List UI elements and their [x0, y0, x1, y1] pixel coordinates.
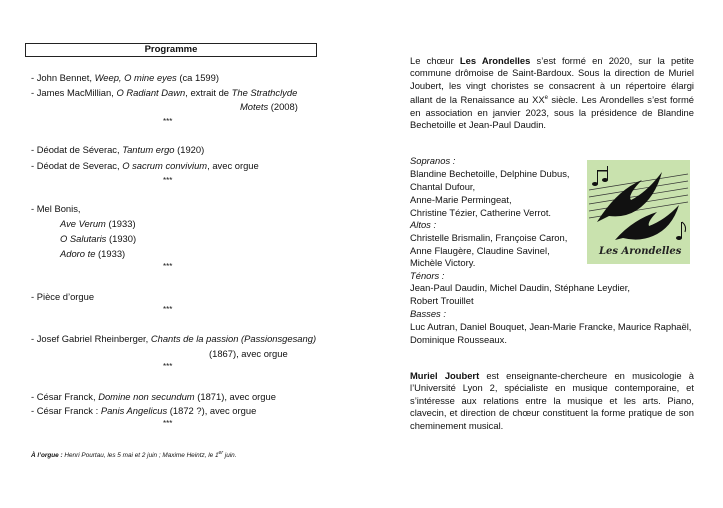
program-item-rheinberger [31, 333, 316, 345]
work-title: Adoro te [60, 248, 96, 259]
tenors-line: Robert Trouillet [410, 295, 474, 306]
composer: - César Franck : [31, 405, 101, 416]
work-date: (2008) [268, 101, 298, 112]
composer: - César Franck, [31, 391, 99, 402]
basses-line: Dominique Rousseaux. [410, 334, 507, 345]
work-note: (1867), avec orgue [209, 348, 288, 359]
basses-label: Basses : [410, 308, 446, 319]
work-title: The Strathclyde [231, 87, 298, 98]
work-date: (ca 1599) [176, 72, 219, 83]
work-date: (1920) [174, 144, 205, 155]
program-item-bonis-work [60, 233, 136, 245]
director-bio [410, 370, 694, 432]
separator-stars: *** [163, 176, 173, 185]
separator-stars: *** [163, 305, 173, 314]
director-name: Muriel Joubert [410, 370, 480, 381]
program-item-severac-2 [31, 160, 259, 172]
separator-stars: *** [163, 362, 173, 371]
programme-title [25, 43, 317, 57]
work-note: (1872 ?), avec orgue [167, 405, 257, 416]
composer: - Mel Bonis, [31, 203, 81, 214]
work-note: (1871), avec orgue [194, 391, 276, 402]
altos-line: Michèle Victory. [410, 257, 476, 268]
composer: - John Bennet, [31, 72, 95, 83]
program-item-macmillan [31, 87, 297, 99]
intro-text: Le chœur [410, 55, 460, 66]
program-item-bonis-work [60, 248, 125, 260]
program-item-bennet [31, 72, 219, 84]
sopranos-line: Christine Tézier, Catherine Verrot. [410, 207, 552, 218]
program-item-bonis-work [60, 218, 136, 230]
program-item-orgue [31, 291, 94, 303]
separator-stars: *** [163, 419, 173, 428]
work-title: Tantum ergo [122, 144, 175, 155]
composer: - Déodat de Séverac, [31, 144, 123, 155]
work-note: , extrait de [185, 87, 232, 98]
sopranos-line: Anne-Marie Permingeat, [410, 194, 512, 205]
work-title: O Salutaris [60, 233, 107, 244]
separator-stars: *** [163, 262, 173, 271]
work-title: Ave Verum [60, 218, 106, 229]
intro-text: siècle. Les Arondelles s’est formé en association en janvier 2023, sous la présidence de Blandine Bechetoille et Jean-Paul Daudin. [410, 94, 694, 131]
basses-line: Luc Autran, Daniel Bouquet, Jean-Marie Francke, Maurice Raphaël, [410, 321, 692, 332]
program-item-franck-2 [31, 405, 256, 417]
bio-text: est enseignante-chercheure en musicologie à l’Université Lyon 2, spécialiste en musique contemporaine, et s’intéresse aux relations entre la musique et les arts. Piano, clavecin, et direction de chœur constituent la forme pratique de son cheminement musical. [410, 370, 694, 431]
program-item-bonis [31, 203, 81, 215]
logo-text: Les Arondelles [599, 246, 682, 257]
program-item-severac-1 [31, 144, 204, 156]
choir-logo [587, 160, 690, 264]
work-date: (1930) [106, 233, 137, 244]
intro-sup: e [544, 95, 548, 102]
work-title: Motets [240, 101, 269, 112]
work-title: Chants de la passion (Passionsgesang) [150, 333, 317, 344]
work-title: Domine non secundum [98, 391, 195, 402]
work-title: Panis Angelicus [100, 405, 168, 416]
sopranos-label: Sopranos : [410, 155, 456, 166]
program-item-macmillan-cont [240, 101, 298, 113]
composer: - Josef Gabriel Rheinberger, [31, 333, 151, 344]
organ-footnote [31, 450, 237, 459]
program-item-franck-1 [31, 391, 276, 403]
footnote-end: juin. [223, 452, 237, 460]
work-title: O Radiant Dawn [116, 87, 186, 98]
work-date: (1933) [105, 218, 136, 229]
work-date: (1933) [95, 248, 126, 259]
footnote-label: À l’orgue : [31, 452, 63, 460]
work-note: , avec orgue [207, 160, 259, 171]
work-title: O sacrum convivium [122, 160, 208, 171]
composer: - James MacMillian, [31, 87, 117, 98]
choir-intro [410, 55, 694, 132]
work-title: - Pièce d’orgue [31, 291, 95, 302]
intro-text: s’est formé en 2020, sur la petite commune drômoise de Saint-Bardoux. Sous la direction de Muriel Joubert, les vingt choristes se consacrent à un répertoire élargi allant de la Renaissance au XX [410, 55, 694, 106]
footnote-text: Henri Pourtau, les 5 mai et 2 juin ; Maxime Heintz, le 1 [62, 452, 219, 460]
separator-stars: *** [163, 117, 173, 126]
work-title: Weep, O mine eyes [94, 72, 177, 83]
programme-title-text: Programme [144, 44, 198, 55]
sopranos-line: Chantal Dufour, [410, 181, 476, 192]
footnote-sup: er [218, 450, 223, 456]
tenors-line: Jean-Paul Daudin, Michel Daudin, Stéphane Leydier, [410, 282, 630, 293]
choir-name: Les Arondelles [459, 55, 531, 66]
altos-line: Christelle Brismalin, Françoise Caron, [410, 232, 568, 243]
program-item-rheinberger-cont [209, 348, 288, 360]
altos-line: Anne Flaugère, Claudine Savinel, [410, 245, 550, 256]
composer: - Déodat de Severac, [31, 160, 123, 171]
sopranos-line: Blandine Bechetoille, Delphine Dubus, [410, 168, 570, 179]
altos-label: Altos : [410, 219, 437, 230]
tenors-label: Ténors : [410, 270, 445, 281]
